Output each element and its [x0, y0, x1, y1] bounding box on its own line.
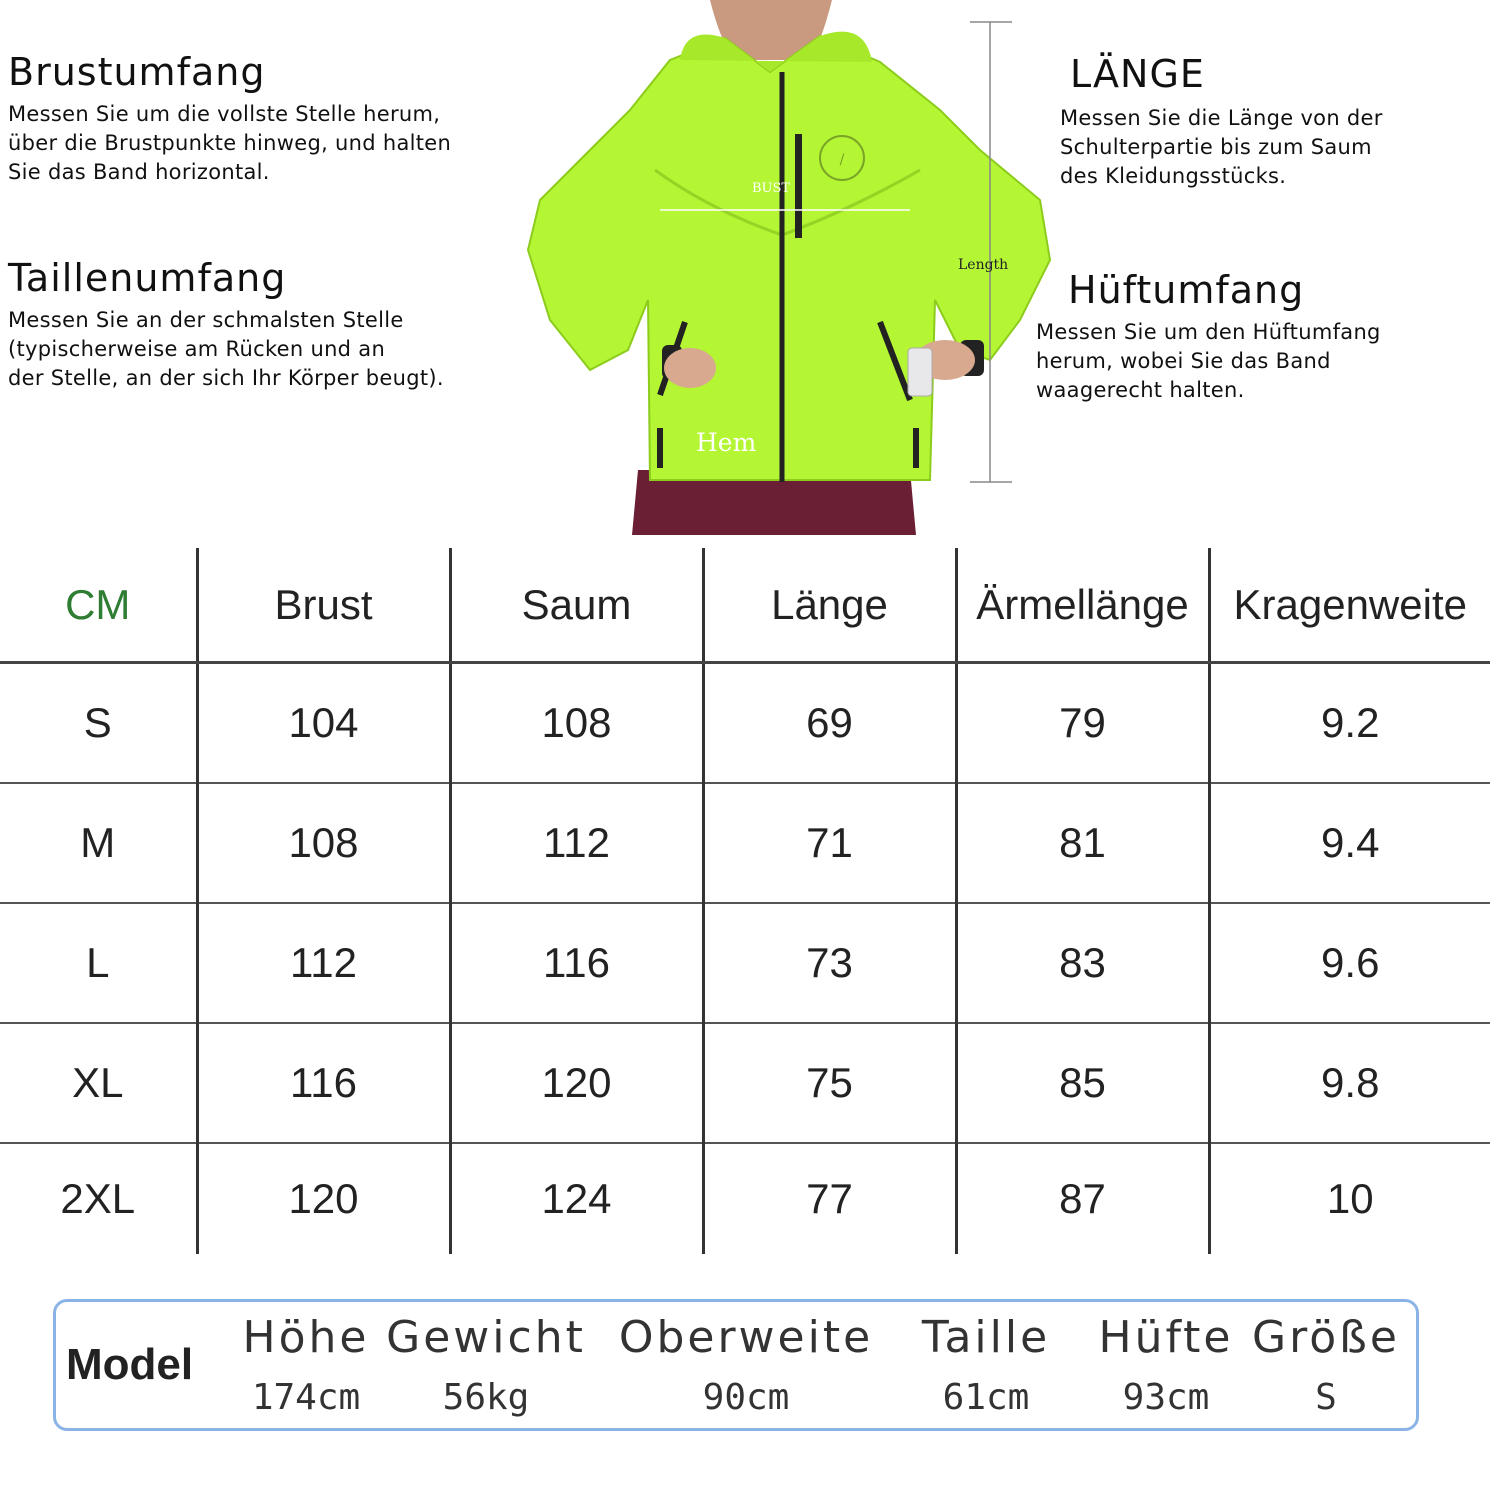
table-row — [0, 903, 1490, 1023]
value-cell: 10 — [1209, 1143, 1490, 1254]
value-cell: 120 — [450, 1023, 703, 1143]
hem-label: Hem — [696, 428, 757, 457]
jacket-photo — [520, 0, 1060, 535]
size-table — [0, 548, 1490, 1254]
table-header-row — [0, 548, 1490, 663]
note-hip — [1036, 268, 1500, 405]
model-value: 90cm — [702, 1377, 790, 1418]
column-header: Saum — [450, 548, 703, 663]
note-chest-title: Brustumfang — [8, 50, 266, 94]
note-length-title: LÄNGE — [1070, 52, 1205, 96]
note-chest-text: Messen Sie um die vollste Stelle herum, über die Brustpunkte hinweg, und halten Sie das Band horizontal. — [8, 102, 452, 184]
model-value: 61cm — [942, 1377, 1030, 1418]
svg-text:/: / — [839, 152, 845, 168]
model-value: 174cm — [251, 1377, 361, 1418]
value-cell: 73 — [703, 903, 956, 1023]
value-cell: 108 — [450, 663, 703, 784]
value-cell: 71 — [703, 783, 956, 903]
model-height — [236, 1302, 376, 1418]
value-cell: 9.4 — [1209, 783, 1490, 903]
value-cell: 116 — [450, 903, 703, 1023]
size-cell: 2XL — [60, 1175, 136, 1222]
table-row — [0, 783, 1490, 903]
length-label: Length — [958, 257, 1009, 273]
value-cell: 124 — [450, 1143, 703, 1254]
size-cell: M — [0, 783, 197, 903]
column-header: Kragenweite — [1209, 548, 1490, 663]
model-weight — [386, 1302, 586, 1418]
value-cell: 9.8 — [1209, 1023, 1490, 1143]
column-header: Ärmellänge — [956, 548, 1209, 663]
value-cell: 120 — [197, 1143, 450, 1254]
model-hip — [1086, 1302, 1246, 1418]
value-cell: 9.6 — [1209, 903, 1490, 1023]
value-cell: 116 — [197, 1023, 450, 1143]
model-label: Höhe — [242, 1312, 370, 1363]
bust-label: BUST — [752, 181, 791, 196]
model-size — [1251, 1302, 1401, 1418]
column-header: Brust — [197, 548, 450, 663]
size-cell: L — [0, 903, 197, 1023]
model-value: S — [1315, 1377, 1337, 1418]
note-length-text: Messen Sie die Länge von der Schulterpartie bis zum Saum des Kleidungsstücks. — [1060, 106, 1383, 188]
unit-header: CM — [0, 548, 197, 663]
value-cell: 75 — [703, 1023, 956, 1143]
note-chest — [8, 50, 598, 187]
value-cell: 69 — [703, 663, 956, 784]
note-waist — [8, 256, 598, 393]
model-value: 56kg — [442, 1377, 530, 1418]
value-cell: 81 — [956, 783, 1209, 903]
model-label: Größe — [1252, 1312, 1400, 1363]
value-cell: 9.2 — [1209, 663, 1490, 784]
size-cell: S — [0, 663, 197, 784]
model-label: Oberweite — [618, 1312, 874, 1363]
value-cell: 108 — [197, 783, 450, 903]
table-row — [0, 1023, 1490, 1143]
value-cell: 112 — [197, 903, 450, 1023]
model-bust — [616, 1302, 876, 1418]
table-row — [0, 663, 1490, 784]
value-cell: 77 — [703, 1143, 956, 1254]
note-waist-text: Messen Sie an der schmalsten Stelle (typischerweise am Rücken und an der Stelle, an der sich Ihr Körper beugt). — [8, 308, 444, 390]
note-hip-text: Messen Sie um den Hüftumfang herum, wobei Sie das Band waagerecht halten. — [1036, 320, 1381, 402]
size-cell: XL — [0, 1023, 197, 1143]
model-label: Taille — [921, 1312, 1051, 1363]
note-length — [1060, 52, 1500, 191]
value-cell: 85 — [956, 1023, 1209, 1143]
model-label: Gewicht — [386, 1312, 586, 1363]
table-row — [0, 1143, 1490, 1254]
value-cell: 87 — [956, 1143, 1209, 1254]
value-cell: 104 — [197, 663, 450, 784]
value-cell: 112 — [450, 783, 703, 903]
model-label: Hüfte — [1098, 1312, 1234, 1363]
model-title: Model — [66, 1340, 194, 1389]
model-info-box — [53, 1299, 1419, 1431]
note-waist-title: Taillenumfang — [8, 256, 287, 300]
column-header: Länge — [703, 548, 956, 663]
value-cell: 79 — [956, 663, 1209, 784]
model-value: 93cm — [1122, 1377, 1210, 1418]
note-hip-title: Hüftumfang — [1068, 268, 1305, 312]
model-waist — [906, 1302, 1066, 1418]
value-cell: 83 — [956, 903, 1209, 1023]
